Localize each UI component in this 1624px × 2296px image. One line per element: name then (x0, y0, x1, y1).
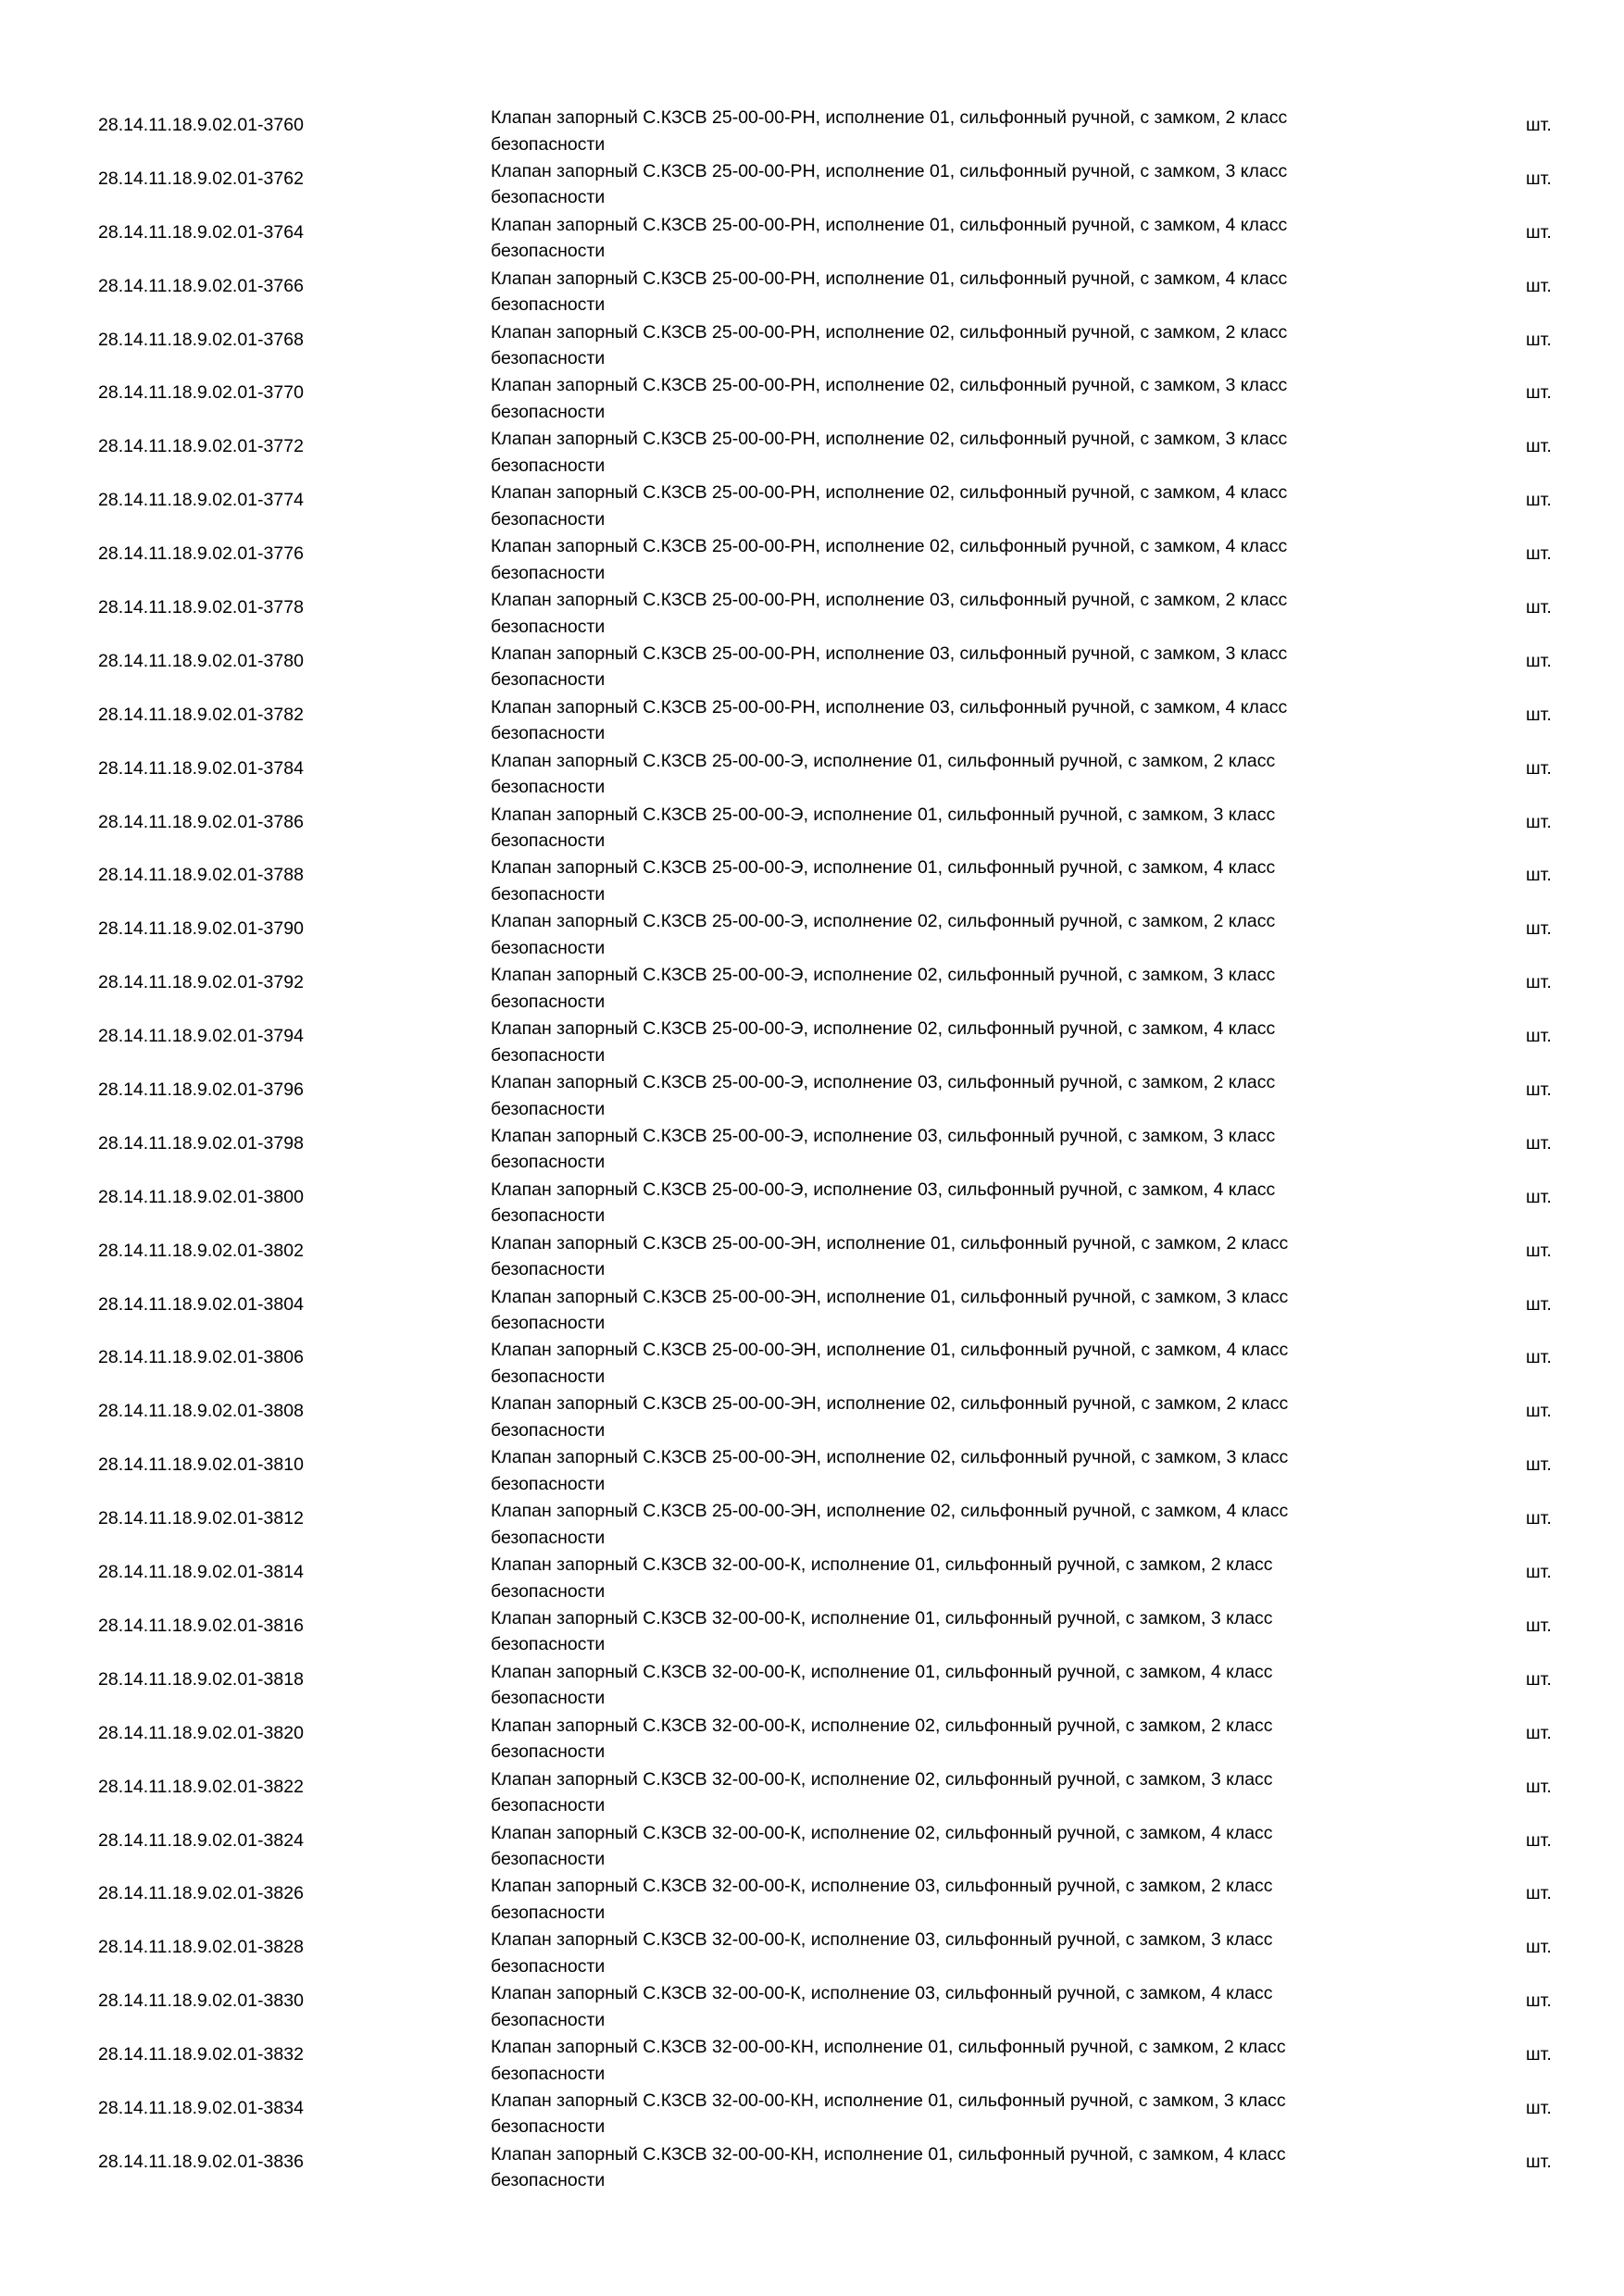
item-description (491, 694, 1435, 747)
item-description-line-1: Клапан запорный С.КЗСВ 32-00-00-К, исполнение 02, сильфонный ручной, с замком, 4 класс (491, 1822, 1273, 1843)
item-description (491, 962, 1435, 1015)
item-description (491, 426, 1435, 479)
item-description-line-2: безопасности (491, 616, 606, 637)
item-description-line-1: Клапан запорный С.КЗСВ 25-00-00-РН, исполнение 01, сильфонный ручной, с замком, 2 класс (491, 107, 1288, 128)
item-unit: шт. (1526, 1401, 1552, 1422)
table-row (0, 849, 1624, 903)
table-row (0, 1707, 1624, 1761)
item-description (491, 319, 1435, 372)
item-description (491, 1927, 1435, 1979)
item-unit: шт. (1526, 1026, 1552, 1047)
item-code: 28.14.11.18.9.02.01-3826 (98, 1883, 304, 1904)
item-description-line-1: Клапан запорный С.КЗСВ 32-00-00-КН, исполнение 01, сильфонный ручной, с замком, 3 класс (491, 2090, 1286, 2111)
table-row (0, 2136, 1624, 2190)
item-code: 28.14.11.18.9.02.01-3816 (98, 1615, 304, 1636)
item-description (491, 641, 1435, 693)
item-description-line-1: Клапан запорный С.КЗСВ 25-00-00-Э, исполнение 03, сильфонный ручной, с замком, 4 класс (491, 1179, 1276, 1200)
item-code: 28.14.11.18.9.02.01-3836 (98, 2151, 304, 2172)
item-code: 28.14.11.18.9.02.01-3772 (98, 436, 304, 457)
item-description-line-1: Клапан запорный С.КЗСВ 32-00-00-К, исполнение 01, сильфонный ручной, с замком, 4 класс (491, 1661, 1273, 1682)
table-row (0, 153, 1624, 206)
item-description-line-1: Клапан запорный С.КЗСВ 32-00-00-КН, исполнение 01, сильфонный ручной, с замком, 2 класс (491, 2037, 1286, 2058)
item-code: 28.14.11.18.9.02.01-3822 (98, 1776, 304, 1797)
item-unit: шт. (1526, 115, 1552, 135)
item-code: 28.14.11.18.9.02.01-3776 (98, 543, 304, 565)
table-row (0, 2028, 1624, 2082)
item-code: 28.14.11.18.9.02.01-3796 (98, 1079, 304, 1101)
table-row (0, 367, 1624, 420)
item-description (491, 1713, 1435, 1766)
item-unit: шт. (1526, 1186, 1552, 1207)
item-code: 28.14.11.18.9.02.01-3804 (98, 1293, 304, 1315)
item-unit: шт. (1526, 1454, 1552, 1476)
item-description-line-2: безопасности (491, 1098, 606, 1119)
item-description-line-2: безопасности (491, 830, 606, 852)
item-description-line-1: Клапан запорный С.КЗСВ 25-00-00-Э, исполнение 01, сильфонный ручной, с замком, 2 класс (491, 750, 1276, 771)
item-code: 28.14.11.18.9.02.01-3802 (98, 1240, 304, 1261)
item-unit: шт. (1526, 918, 1552, 940)
item-description-line-2: безопасности (491, 1688, 606, 1709)
item-description (491, 748, 1435, 801)
item-unit: шт. (1526, 2044, 1552, 2065)
table-row (0, 1171, 1624, 1225)
item-description-line-2: безопасности (491, 1849, 606, 1869)
item-description (491, 158, 1435, 211)
item-description-line-2: безопасности (491, 401, 606, 422)
item-code: 28.14.11.18.9.02.01-3762 (98, 168, 304, 189)
table-row (0, 1975, 1624, 2028)
item-description-line-2: безопасности (491, 1527, 606, 1548)
item-description-line-1: Клапан запорный С.КЗСВ 25-00-00-ЭН, исполнение 01, сильфонный ручной, с замком, 4 класс (491, 1340, 1289, 1361)
item-code: 28.14.11.18.9.02.01-3780 (98, 650, 304, 671)
item-code: 28.14.11.18.9.02.01-3834 (98, 2097, 304, 2118)
item-description-line-2: безопасности (491, 1955, 606, 1977)
item-description (491, 266, 1435, 318)
item-description (491, 2141, 1435, 2194)
item-unit: шт. (1526, 2151, 1552, 2172)
item-description (491, 1284, 1435, 1337)
table-row (0, 260, 1624, 314)
item-code: 28.14.11.18.9.02.01-3790 (98, 918, 304, 940)
item-description-line-2: безопасности (491, 455, 606, 476)
item-description-line-1: Клапан запорный С.КЗСВ 25-00-00-Э, исполнение 01, сильфонный ручной, с замком, 4 класс (491, 857, 1276, 879)
item-description (491, 908, 1435, 961)
table-row (0, 1546, 1624, 1600)
item-unit: шт. (1526, 543, 1552, 565)
item-description-line-2: безопасности (491, 1634, 606, 1655)
item-unit: шт. (1526, 1722, 1552, 1743)
item-description (491, 1659, 1435, 1712)
item-unit: шт. (1526, 1829, 1552, 1851)
item-code: 28.14.11.18.9.02.01-3792 (98, 972, 304, 993)
item-description (491, 1230, 1435, 1283)
item-code: 28.14.11.18.9.02.01-3800 (98, 1186, 304, 1207)
item-code: 28.14.11.18.9.02.01-3766 (98, 275, 304, 296)
item-description-line-2: безопасности (491, 937, 606, 958)
item-unit: шт. (1526, 436, 1552, 457)
table-row (0, 635, 1624, 689)
item-description-line-2: безопасности (491, 777, 606, 798)
table-row (0, 420, 1624, 474)
item-unit: шт. (1526, 972, 1552, 993)
item-description-line-1: Клапан запорный С.КЗСВ 25-00-00-РН, исполнение 01, сильфонный ручной, с замком, 4 класс (491, 214, 1288, 235)
item-code: 28.14.11.18.9.02.01-3764 (98, 221, 304, 243)
item-description (491, 802, 1435, 855)
item-description-line-1: Клапан запорный С.КЗСВ 32-00-00-К, исполнение 03, сильфонный ручной, с замком, 2 класс (491, 1876, 1273, 1897)
table-row (0, 99, 1624, 153)
item-description-line-2: безопасности (491, 1795, 606, 1816)
table-row (0, 956, 1624, 1010)
item-description (491, 105, 1435, 157)
table-row (0, 1064, 1624, 1117)
item-code: 28.14.11.18.9.02.01-3806 (98, 1347, 304, 1368)
item-code: 28.14.11.18.9.02.01-3820 (98, 1722, 304, 1743)
item-code: 28.14.11.18.9.02.01-3778 (98, 597, 304, 618)
item-description-line-1: Клапан запорный С.КЗСВ 32-00-00-КН, исполнение 01, сильфонный ручной, с замком, 4 класс (491, 2143, 1286, 2165)
item-description-line-2: безопасности (491, 1313, 606, 1334)
item-description-line-2: безопасности (491, 1366, 606, 1387)
item-code: 28.14.11.18.9.02.01-3782 (98, 704, 304, 725)
item-unit: шт. (1526, 865, 1552, 886)
item-description-line-1: Клапан запорный С.КЗСВ 25-00-00-РН, исполнение 03, сильфонный ручной, с замком, 3 класс (491, 643, 1288, 664)
item-unit: шт. (1526, 1937, 1552, 1958)
item-description-line-1: Клапан запорный С.КЗСВ 25-00-00-РН, исполнение 01, сильфонный ручной, с замком, 3 класс (491, 160, 1288, 181)
table-row (0, 1385, 1624, 1439)
table-row (0, 474, 1624, 528)
item-code: 28.14.11.18.9.02.01-3824 (98, 1829, 304, 1851)
item-unit: шт. (1526, 221, 1552, 243)
item-description-line-1: Клапан запорный С.КЗСВ 25-00-00-РН, исполнение 03, сильфонный ручной, с замком, 2 класс (491, 590, 1288, 611)
item-unit: шт. (1526, 1508, 1552, 1529)
item-unit: шт. (1526, 1776, 1552, 1797)
item-description-line-2: безопасности (491, 1259, 606, 1280)
item-description (491, 1444, 1435, 1497)
item-description (491, 1605, 1435, 1658)
item-unit: шт. (1526, 1990, 1552, 2012)
item-unit: шт. (1526, 1132, 1552, 1154)
item-code: 28.14.11.18.9.02.01-3770 (98, 382, 304, 404)
table-row (0, 1225, 1624, 1279)
item-description-line-2: безопасности (491, 348, 606, 369)
item-unit: шт. (1526, 1347, 1552, 1368)
item-description-line-2: безопасности (491, 508, 606, 530)
item-description (491, 1873, 1435, 1926)
item-unit: шт. (1526, 1883, 1552, 1904)
item-code: 28.14.11.18.9.02.01-3810 (98, 1454, 304, 1476)
item-description (491, 480, 1435, 532)
item-unit: шт. (1526, 275, 1552, 296)
item-description-line-2: безопасности (491, 1044, 606, 1066)
item-description (491, 2088, 1435, 2140)
item-description-line-2: безопасности (491, 991, 606, 1012)
item-description-line-1: Клапан запорный С.КЗСВ 25-00-00-Э, исполнение 01, сильфонный ручной, с замком, 3 класс (491, 804, 1276, 825)
item-description-line-1: Клапан запорный С.КЗСВ 25-00-00-Э, исполнение 03, сильфонный ручной, с замком, 2 класс (491, 1072, 1276, 1093)
item-description-line-2: безопасности (491, 1419, 606, 1441)
item-description (491, 587, 1435, 640)
item-description (491, 1766, 1435, 1819)
table-row (0, 1867, 1624, 1921)
item-description-line-1: Клапан запорный С.КЗСВ 25-00-00-РН, исполнение 02, сильфонный ручной, с замком, 3 класс (491, 375, 1288, 396)
item-description-line-2: безопасности (491, 669, 606, 691)
item-description-line-2: безопасности (491, 241, 606, 262)
table-row (0, 1117, 1624, 1171)
item-code: 28.14.11.18.9.02.01-3808 (98, 1401, 304, 1422)
item-description (491, 1069, 1435, 1122)
table-row (0, 689, 1624, 742)
item-description-line-1: Клапан запорный С.КЗСВ 25-00-00-ЭН, исполнение 02, сильфонный ручной, с замком, 2 класс (491, 1393, 1289, 1415)
item-unit: шт. (1526, 2097, 1552, 2118)
item-description (491, 855, 1435, 907)
item-unit: шт. (1526, 704, 1552, 725)
item-description-line-1: Клапан запорный С.КЗСВ 25-00-00-РН, исполнение 02, сильфонный ручной, с замком, 3 класс (491, 429, 1288, 450)
item-description-line-2: безопасности (491, 883, 606, 905)
item-unit: шт. (1526, 1668, 1552, 1690)
item-description-line-1: Клапан запорный С.КЗСВ 25-00-00-РН, исполнение 02, сильфонный ручной, с замком, 4 класс (491, 482, 1288, 504)
item-description-line-2: безопасности (491, 2009, 606, 2030)
table-row (0, 1921, 1624, 1975)
table-row (0, 314, 1624, 368)
item-code: 28.14.11.18.9.02.01-3794 (98, 1026, 304, 1047)
table-row (0, 2082, 1624, 2136)
item-code: 28.14.11.18.9.02.01-3832 (98, 2044, 304, 2065)
item-description-line-2: безопасности (491, 187, 606, 208)
item-description-line-2: безопасности (491, 2170, 606, 2191)
item-code: 28.14.11.18.9.02.01-3786 (98, 811, 304, 832)
item-code: 28.14.11.18.9.02.01-3818 (98, 1668, 304, 1690)
item-unit: шт. (1526, 382, 1552, 404)
item-code: 28.14.11.18.9.02.01-3768 (98, 329, 304, 350)
item-description-line-1: Клапан запорный С.КЗСВ 25-00-00-РН, исполнение 03, сильфонный ручной, с замком, 4 класс (491, 696, 1288, 718)
item-description-line-2: безопасности (491, 1473, 606, 1494)
table-row (0, 1761, 1624, 1815)
table-row (0, 528, 1624, 581)
item-description-line-1: Клапан запорный С.КЗСВ 25-00-00-РН, исполнение 02, сильфонный ручной, с замком, 4 класс (491, 536, 1288, 557)
item-description (491, 1391, 1435, 1443)
item-unit: шт. (1526, 490, 1552, 511)
item-description (491, 533, 1435, 586)
item-description (491, 372, 1435, 425)
item-unit: шт. (1526, 1293, 1552, 1315)
table-row (0, 742, 1624, 796)
table-row (0, 1010, 1624, 1064)
table-row (0, 903, 1624, 956)
table-row (0, 1331, 1624, 1385)
item-description-line-2: безопасности (491, 133, 606, 155)
table-row (0, 1279, 1624, 1332)
item-code: 28.14.11.18.9.02.01-3830 (98, 1990, 304, 2012)
item-description (491, 1177, 1435, 1229)
item-description-line-1: Клапан запорный С.КЗСВ 32-00-00-К, исполнение 02, сильфонный ручной, с замком, 3 класс (491, 1768, 1273, 1790)
item-code: 28.14.11.18.9.02.01-3798 (98, 1132, 304, 1154)
item-unit: шт. (1526, 757, 1552, 779)
item-code: 28.14.11.18.9.02.01-3774 (98, 490, 304, 511)
item-description-line-1: Клапан запорный С.КЗСВ 25-00-00-РН, исполнение 01, сильфонный ручной, с замком, 4 класс (491, 268, 1288, 289)
item-description-line-2: безопасности (491, 1902, 606, 1923)
item-description-line-2: безопасности (491, 294, 606, 316)
table-row (0, 1815, 1624, 1868)
table-row (0, 1492, 1624, 1546)
item-description (491, 1016, 1435, 1068)
item-unit: шт. (1526, 811, 1552, 832)
table-row (0, 581, 1624, 635)
item-description (491, 212, 1435, 265)
table-row (0, 796, 1624, 850)
item-description-line-2: безопасности (491, 562, 606, 583)
item-description-line-1: Клапан запорный С.КЗСВ 25-00-00-ЭН, исполнение 02, сильфонный ручной, с замком, 4 класс (491, 1501, 1289, 1522)
item-description-line-2: безопасности (491, 1580, 606, 1602)
table-row (0, 1600, 1624, 1653)
item-description-line-2: безопасности (491, 723, 606, 744)
item-description-line-1: Клапан запорный С.КЗСВ 25-00-00-РН, исполнение 02, сильфонный ручной, с замком, 2 класс (491, 321, 1288, 343)
item-description-line-2: безопасности (491, 1741, 606, 1763)
item-description (491, 1123, 1435, 1176)
table-row (0, 206, 1624, 260)
item-unit: шт. (1526, 597, 1552, 618)
item-code: 28.14.11.18.9.02.01-3828 (98, 1937, 304, 1958)
item-unit: шт. (1526, 1079, 1552, 1101)
item-code: 28.14.11.18.9.02.01-3814 (98, 1562, 304, 1583)
item-description-line-1: Клапан запорный С.КЗСВ 25-00-00-ЭН, исполнение 01, сильфонный ручной, с замком, 3 класс (491, 1286, 1289, 1307)
item-unit: шт. (1526, 329, 1552, 350)
item-unit: шт. (1526, 168, 1552, 189)
item-description (491, 2034, 1435, 2087)
item-description-line-2: безопасности (491, 1152, 606, 1173)
table-row (0, 1653, 1624, 1707)
item-description-line-1: Клапан запорный С.КЗСВ 32-00-00-К, исполнение 03, сильфонный ручной, с замком, 3 класс (491, 1929, 1273, 1951)
item-code: 28.14.11.18.9.02.01-3784 (98, 757, 304, 779)
item-description-line-2: безопасности (491, 2063, 606, 2084)
item-unit: шт. (1526, 1562, 1552, 1583)
item-description (491, 1337, 1435, 1390)
item-description (491, 1820, 1435, 1873)
item-description-line-1: Клапан запорный С.КЗСВ 25-00-00-Э, исполнение 02, сильфонный ручной, с замком, 3 класс (491, 965, 1276, 986)
item-unit: шт. (1526, 1615, 1552, 1636)
item-description-line-1: Клапан запорный С.КЗСВ 25-00-00-Э, исполнение 02, сильфонный ручной, с замком, 2 класс (491, 911, 1276, 932)
document-table (0, 99, 1624, 2190)
item-description-line-1: Клапан запорный С.КЗСВ 25-00-00-Э, исполнение 02, сильфонный ручной, с замком, 4 класс (491, 1018, 1276, 1040)
item-code: 28.14.11.18.9.02.01-3788 (98, 865, 304, 886)
item-description (491, 1552, 1435, 1604)
item-code: 28.14.11.18.9.02.01-3760 (98, 115, 304, 135)
item-unit: шт. (1526, 1240, 1552, 1261)
item-code: 28.14.11.18.9.02.01-3812 (98, 1508, 304, 1529)
item-description (491, 1498, 1435, 1551)
item-description (491, 1980, 1435, 2033)
item-description-line-1: Клапан запорный С.КЗСВ 25-00-00-ЭН, исполнение 01, сильфонный ручной, с замком, 2 класс (491, 1232, 1289, 1254)
item-description-line-1: Клапан запорный С.КЗСВ 25-00-00-Э, исполнение 03, сильфонный ручной, с замком, 3 класс (491, 1125, 1276, 1146)
item-description-line-1: Клапан запорный С.КЗСВ 32-00-00-К, исполнение 02, сильфонный ручной, с замком, 2 класс (491, 1715, 1273, 1736)
item-description-line-2: безопасности (491, 1205, 606, 1227)
item-description-line-1: Клапан запорный С.КЗСВ 32-00-00-К, исполнение 03, сильфонный ручной, с замком, 4 класс (491, 1983, 1273, 2004)
item-description-line-1: Клапан запорный С.КЗСВ 32-00-00-К, исполнение 01, сильфонный ручной, с замком, 2 класс (491, 1554, 1273, 1576)
item-description-line-1: Клапан запорный С.КЗСВ 25-00-00-ЭН, исполнение 02, сильфонный ручной, с замком, 3 класс (491, 1447, 1289, 1468)
item-description-line-1: Клапан запорный С.КЗСВ 32-00-00-К, исполнение 01, сильфонный ручной, с замком, 3 класс (491, 1607, 1273, 1628)
item-description-line-2: безопасности (491, 2116, 606, 2138)
table-row (0, 1439, 1624, 1492)
item-unit: шт. (1526, 650, 1552, 671)
